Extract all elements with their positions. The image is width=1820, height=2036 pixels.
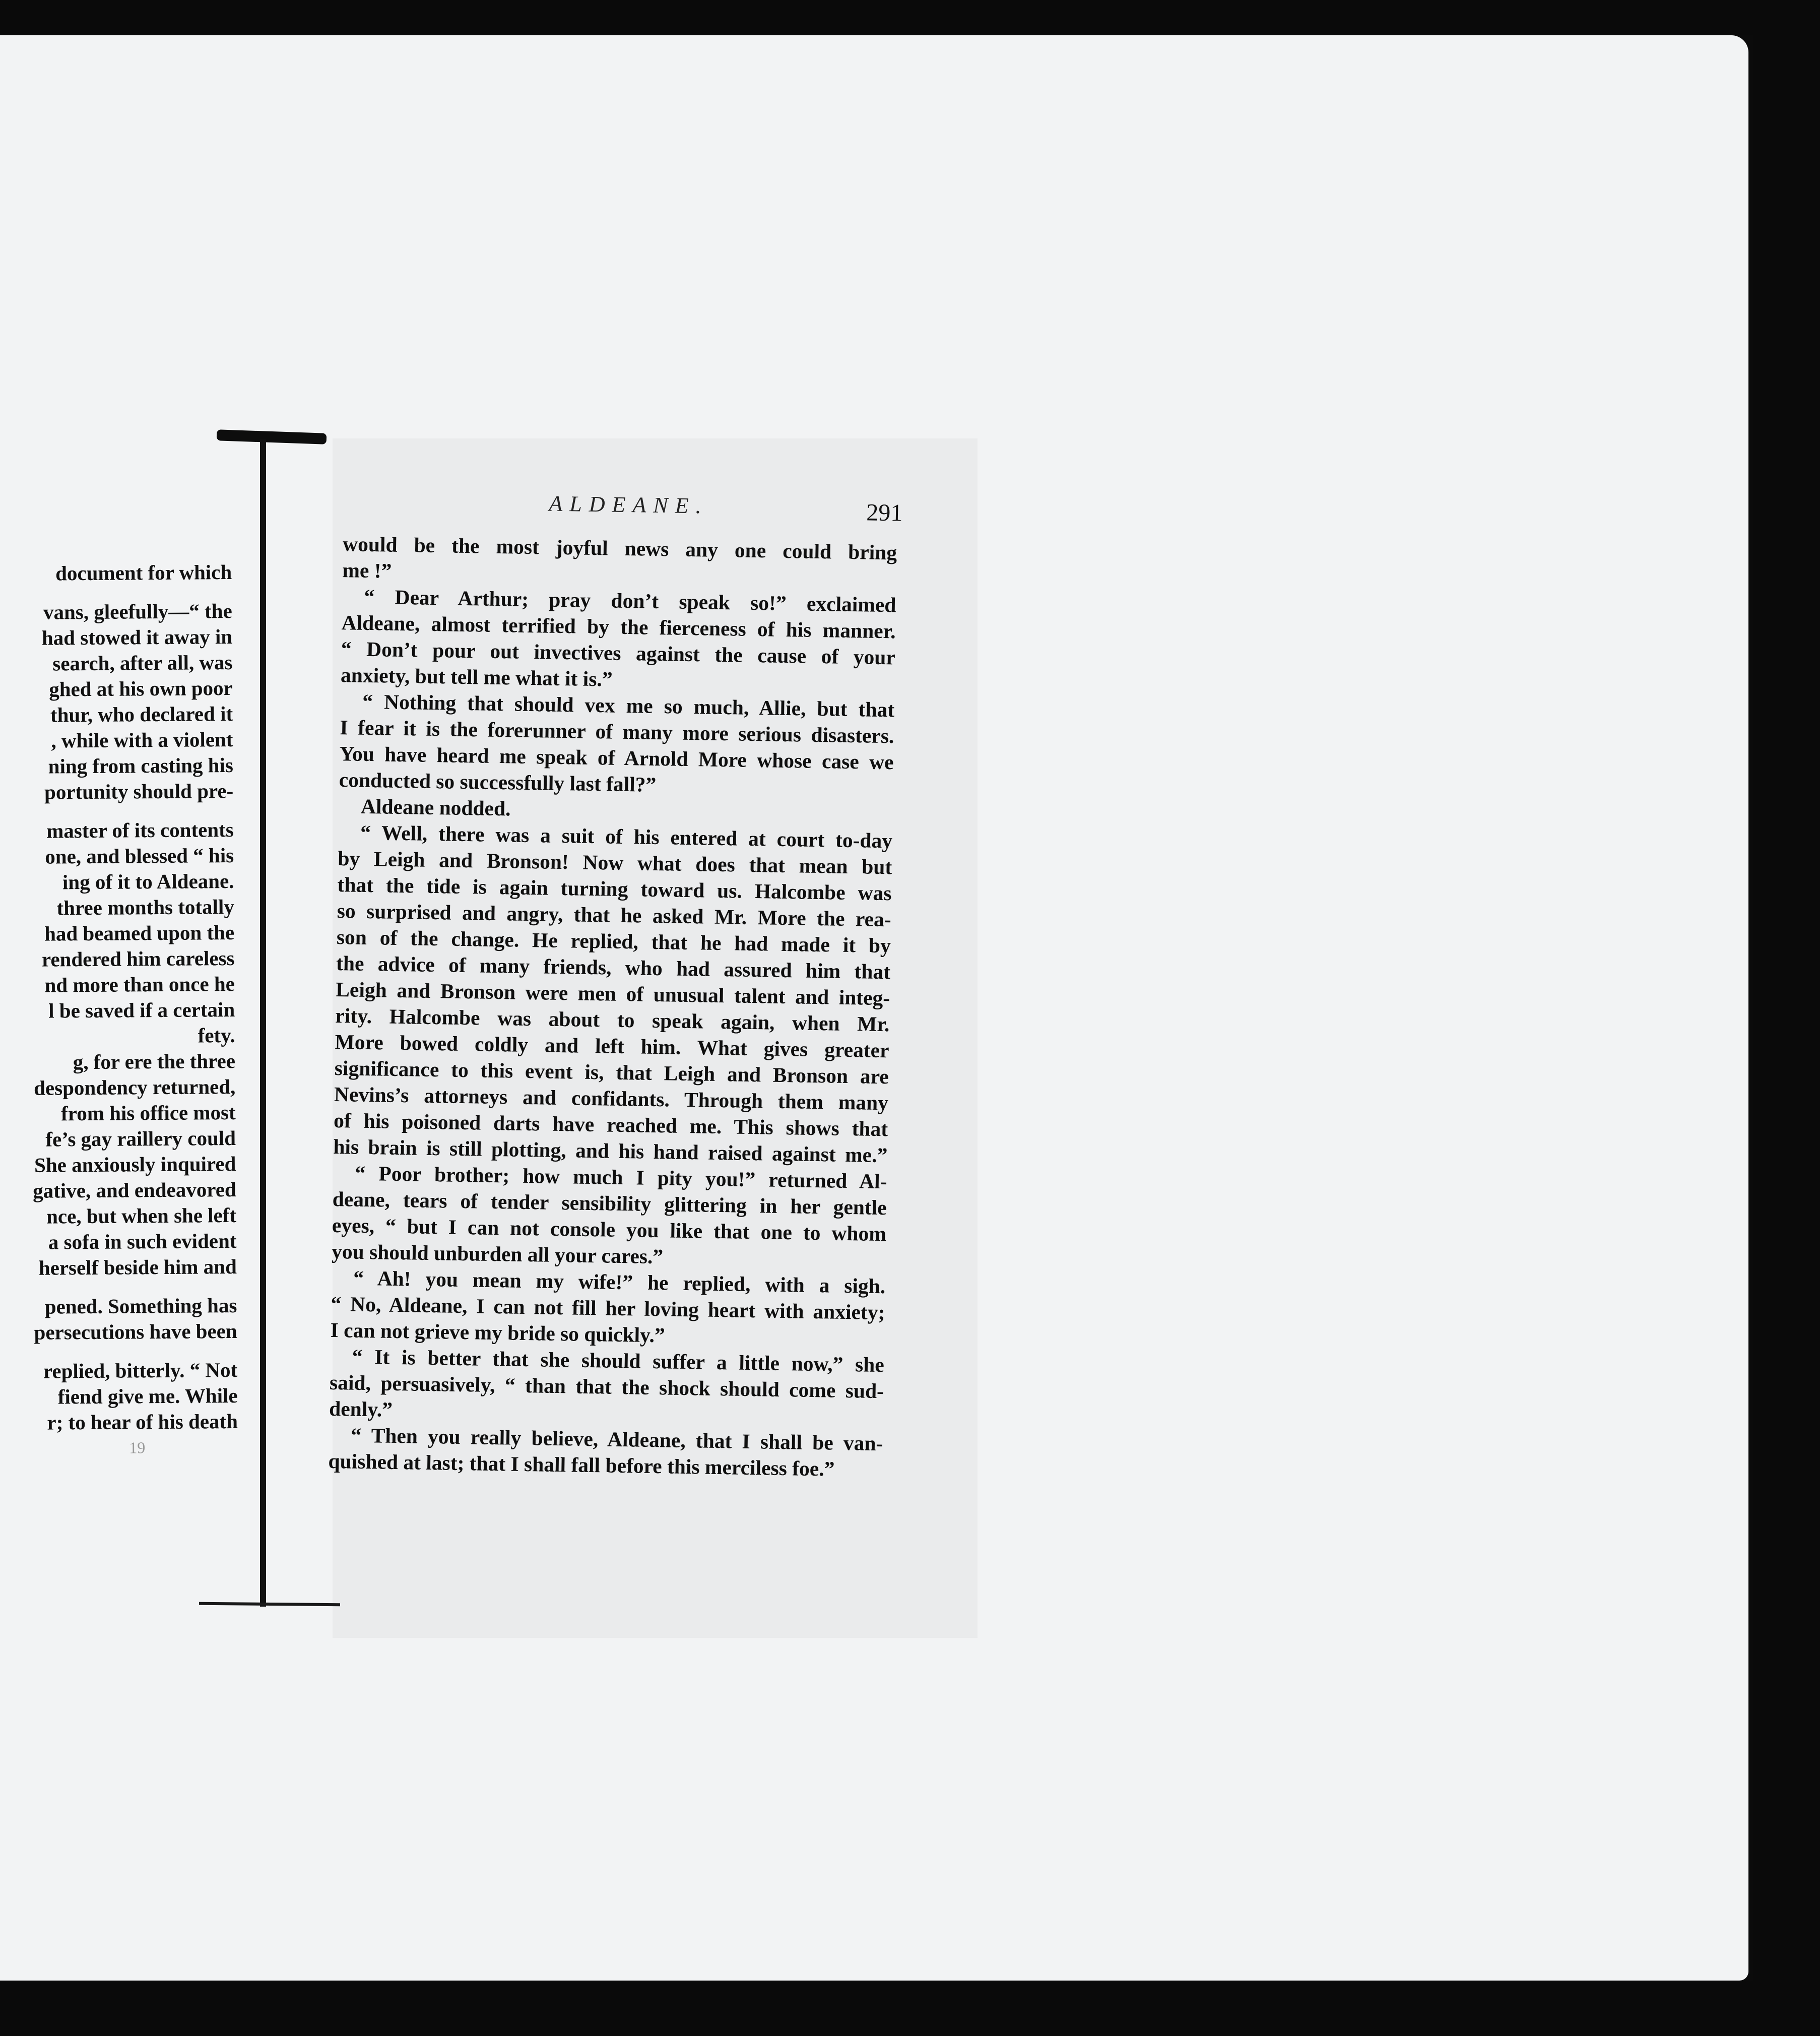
- body-text-line: You have heard me speak of Arnold More whose case we: [339, 742, 894, 774]
- left-page-line: thur, who declared it: [50, 702, 233, 727]
- body-text-line: said, persuasively, “ than that the shock should come sud-: [329, 1370, 884, 1403]
- left-page-line: ning from casting his: [48, 753, 234, 778]
- body-text-line: rity. Halcombe was about to speak again, when Mr.: [335, 1004, 890, 1036]
- left-page-line: pened. Something has: [44, 1293, 237, 1318]
- left-page-column: [0, 559, 238, 1462]
- left-page-line: ing of it to Aldeane.: [62, 869, 234, 894]
- left-page-line: [0, 1280, 237, 1295]
- body-text-line: “ Don’t pour out invectives against the cause of your: [341, 637, 896, 669]
- left-page-line: gative, and endeavored: [33, 1177, 236, 1202]
- left-page-line: fiend give me. While: [57, 1383, 238, 1409]
- body-text-line: “ Dear Arthur; pray don’t speak so!” exclaimed: [364, 585, 896, 617]
- left-page-line: [0, 585, 232, 600]
- left-page-line: document for which: [55, 560, 232, 585]
- body-text-line: his brain is still plotting, and his hand raised against me.”: [333, 1134, 888, 1167]
- body-text-line: anxiety, but tell me what it is.”: [340, 663, 613, 691]
- left-page-line: a sofa in such evident: [48, 1229, 237, 1254]
- left-page-line: portunity should pre-: [44, 779, 234, 804]
- body-text-line: of his poisoned darts have reached me. This shows that: [333, 1108, 888, 1141]
- body-text-line: would be the most joyful news any one could bring: [342, 532, 897, 564]
- body-text-line: eyes, “ but I can not console you like that one to whom: [332, 1213, 887, 1246]
- body-text-line: Leigh and Bronson were men of unusual talent and integ-: [335, 978, 890, 1010]
- left-page-line: search, after all, was: [52, 650, 233, 675]
- body-text-line: me !”: [342, 558, 392, 583]
- body-text-line: “ Ah! you mean my wife!” he replied, with a sigh.: [353, 1266, 886, 1298]
- left-page-line: herself beside him and: [38, 1254, 237, 1280]
- scanner-frame-top: [0, 0, 1820, 35]
- left-page-line: one, and blessed “ his: [45, 843, 234, 868]
- body-text-line: “ No, Aldeane, I can not fill her loving heart with anxiety;: [331, 1292, 885, 1324]
- body-text-line: I can not grieve my bride so quickly.”: [330, 1318, 666, 1347]
- body-text-line: Aldeane, almost terrified by the fierceness of his manner.: [341, 611, 896, 643]
- body-text-line: I fear it is the forerunner of many more serious disasters.: [340, 716, 894, 748]
- body-text-line: “ Poor brother; how much I pity you!” returned Al-: [355, 1161, 887, 1193]
- left-page-line: g, for ere the three: [73, 1049, 236, 1074]
- running-head: ALDEANE.: [549, 491, 708, 519]
- left-page-line: [0, 1344, 237, 1359]
- left-page-line: , while with a violent: [51, 727, 233, 752]
- scanner-frame-right: [1753, 0, 1820, 2036]
- body-text-line: quished at last; that I shall fall before this merciless foe.”: [328, 1449, 835, 1481]
- body-text-line: that the tide is again turning toward us. Halcombe was: [337, 873, 892, 905]
- body-text-line: “ It is better that she should suffer a little now,” she: [352, 1345, 885, 1377]
- body-text-line: son of the change. He replied, that he had made it by: [336, 925, 891, 958]
- left-page-line: nd more than once he: [44, 972, 235, 997]
- left-page-line: fety.: [198, 1023, 235, 1047]
- gutter-bar-top: [217, 429, 327, 444]
- gutter-bar-stem: [260, 439, 266, 1607]
- right-page: [290, 487, 907, 1635]
- left-page-line: had beamed upon the: [44, 920, 235, 945]
- body-text-line: More bowed coldly and left him. What gives greater: [335, 1030, 889, 1062]
- page-number: 291: [866, 499, 903, 527]
- body-text-line: you should unburden all your cares.”: [331, 1239, 664, 1268]
- body-text-line: “ Well, there was a suit of his entered at court to-day: [360, 820, 893, 853]
- body-text-line: so surprised and angry, that he asked Mr. More the rea-: [337, 899, 892, 931]
- left-page-line: fe’s gay raillery could: [45, 1126, 236, 1151]
- left-page-line: vans, gleefully—“ the: [43, 599, 232, 624]
- left-page-line: despondency returned,: [33, 1074, 236, 1100]
- body-text-line: the advice of many friends, who had assured him that: [336, 951, 891, 984]
- left-page-line: replied, bitterly. “ Not: [43, 1358, 238, 1383]
- left-page-line: ghed at his own poor: [49, 676, 233, 701]
- page-body: [328, 531, 897, 1483]
- body-text-line: “ Nothing that should vex me so much, Allie, but that: [362, 689, 895, 722]
- left-page-line: persecutions have been: [34, 1319, 237, 1344]
- body-text-line: significance to this event is, that Leigh and Bronson are: [334, 1056, 889, 1089]
- body-text-line: deane, tears of tender sensibility glittering in her gentle: [332, 1187, 887, 1220]
- body-text-line: Aldeane nodded.: [360, 794, 511, 820]
- left-page-line: had stowed it away in: [41, 624, 233, 650]
- body-text-line: conducted so successfully last fall?”: [339, 768, 657, 796]
- body-text-line: “ Then you really believe, Aldeane, that I shall be van-: [351, 1423, 883, 1455]
- left-page-line: [0, 804, 234, 819]
- left-page-folio: 19: [129, 1438, 146, 1457]
- left-page-line: nce, but when she left: [46, 1203, 237, 1228]
- left-page-line: rendered him careless: [41, 946, 235, 971]
- scanned-page-area: [0, 35, 1748, 1981]
- left-page-line: r; to hear of his death: [47, 1409, 238, 1434]
- left-page-line: She anxiously inquired: [34, 1152, 236, 1177]
- body-text-line: denly.”: [329, 1396, 393, 1421]
- left-page-line: master of its contents: [46, 817, 234, 843]
- body-text-line: by Leigh and Bronson! Now what does that mean but: [338, 847, 892, 879]
- scanner-frame-bottom: [0, 1981, 1820, 2036]
- left-page-line: three months totally: [56, 895, 234, 920]
- body-text-line: Nevins’s attorneys and confidants. Through them many: [334, 1082, 889, 1115]
- left-page-line: from his office most: [60, 1100, 236, 1125]
- left-page-line: l be saved if a certain: [48, 997, 235, 1023]
